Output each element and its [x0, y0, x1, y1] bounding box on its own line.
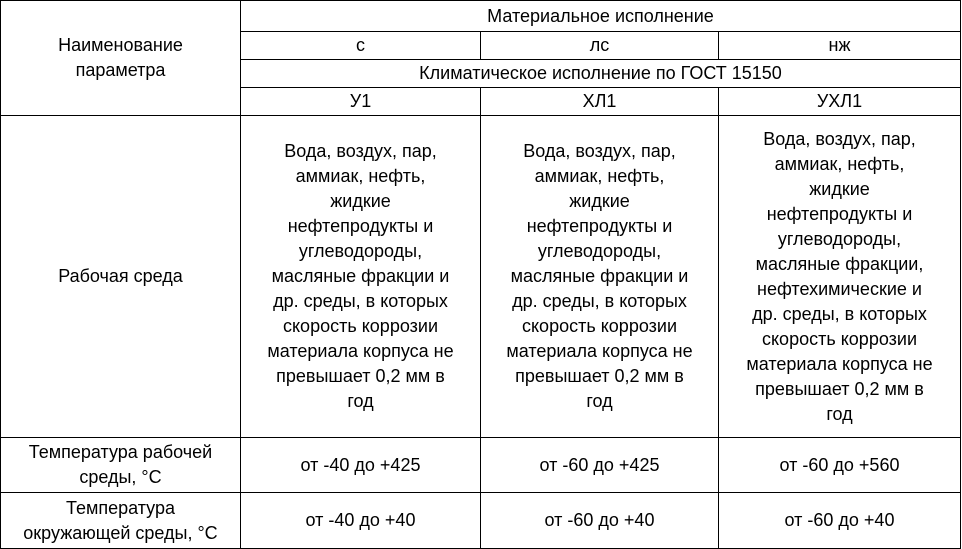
param-name-line: параметра: [75, 60, 166, 80]
medium-value-line: год: [347, 391, 374, 411]
ambient-temp-label: [1, 493, 241, 549]
medium-value-line: углеводороды,: [777, 228, 902, 249]
medium-value-ls: [481, 116, 719, 438]
medium-value-line: масляные фракции и: [510, 266, 689, 286]
param-name-header: [1, 1, 241, 116]
work-temp-label-line: среды, °С: [79, 467, 162, 487]
medium-value-line: Вода, воздух, пар,: [284, 141, 437, 161]
medium-value-line: превышает 0,2 мм в: [515, 366, 684, 386]
material-ls: лс: [481, 32, 719, 60]
medium-value-line: углеводороды,: [537, 241, 662, 261]
medium-value-line: год: [826, 403, 853, 424]
medium-value-line: превышает 0,2 мм в: [276, 366, 445, 386]
medium-value-line: материала корпуса не: [506, 341, 693, 361]
medium-value-line: др. среды, в которых: [512, 291, 687, 311]
ambient-temp-label-line: Температура: [65, 497, 176, 518]
medium-value-line: масляные фракции,: [755, 253, 924, 274]
medium-value-line: превышает 0,2 мм в: [755, 378, 924, 399]
medium-value-line: Вода, воздух, пар,: [523, 141, 676, 161]
header-row-material-group: [1, 1, 961, 32]
medium-value-line: аммиак, нефть,: [295, 166, 426, 186]
medium-value-line: жидкие: [569, 191, 630, 211]
climate-group-header: Климатическое исполнение по ГОСТ 15150: [241, 60, 961, 88]
medium-value-line: аммиак, нефть,: [774, 153, 905, 174]
medium-value-line: жидкие: [330, 191, 391, 211]
climate-khl1: ХЛ1: [481, 88, 719, 116]
work-temp-label-line: Температура рабочей: [28, 442, 213, 462]
medium-value-nzh: [719, 116, 961, 438]
climate-u1: У1: [241, 88, 481, 116]
work-temp-label: [1, 438, 241, 493]
work-temp-value-ls: от -60 до +425: [481, 438, 719, 493]
work-temp-value-s: от -40 до +425: [241, 438, 481, 493]
medium-value-line: материала корпуса не: [746, 353, 933, 374]
ambient-temp-value-ls: от -60 до +40: [481, 493, 719, 549]
material-nzh: нж: [719, 32, 961, 60]
medium-value-line: углеводороды,: [298, 241, 423, 261]
row-work-temperature: [1, 438, 961, 493]
medium-value-line: год: [586, 391, 613, 411]
ambient-temp-value-s: от -40 до +40: [241, 493, 481, 549]
medium-value-line: нефтепродукты и: [766, 203, 913, 224]
work-temp-value-nzh: от -60 до +560: [719, 438, 961, 493]
ambient-temp-value-nzh: от -60 до +40: [719, 493, 961, 549]
medium-value-line: скорость коррозии: [282, 316, 438, 336]
material-group-header: Материальное исполнение: [241, 1, 961, 32]
medium-value-line: скорость коррозии: [521, 316, 677, 336]
medium-value-line: др. среды, в которых: [752, 303, 927, 324]
medium-value-s: [241, 116, 481, 438]
ambient-temp-label-line: окружающей среды, °С: [23, 522, 218, 543]
material-s: с: [241, 32, 481, 60]
medium-value-line: аммиак, нефть,: [534, 166, 665, 186]
medium-value-line: нефтепродукты и: [287, 216, 434, 236]
medium-value-line: нефтепродукты и: [526, 216, 673, 236]
medium-value-line: др. среды, в которых: [273, 291, 448, 311]
medium-value-line: скорость коррозии: [761, 328, 917, 349]
medium-value-line: жидкие: [809, 178, 870, 199]
climate-ukhl1: УХЛ1: [719, 88, 961, 116]
medium-value-line: материала корпуса не: [267, 341, 454, 361]
param-name-line: Наименование: [58, 35, 183, 55]
medium-label: Рабочая среда: [1, 116, 241, 438]
medium-value-line: Вода, воздух, пар,: [763, 128, 916, 149]
row-medium: [1, 116, 961, 438]
medium-value-line: нефтехимические и: [757, 278, 922, 299]
medium-value-line: масляные фракции и: [271, 266, 450, 286]
row-ambient-temperature: [1, 493, 961, 549]
